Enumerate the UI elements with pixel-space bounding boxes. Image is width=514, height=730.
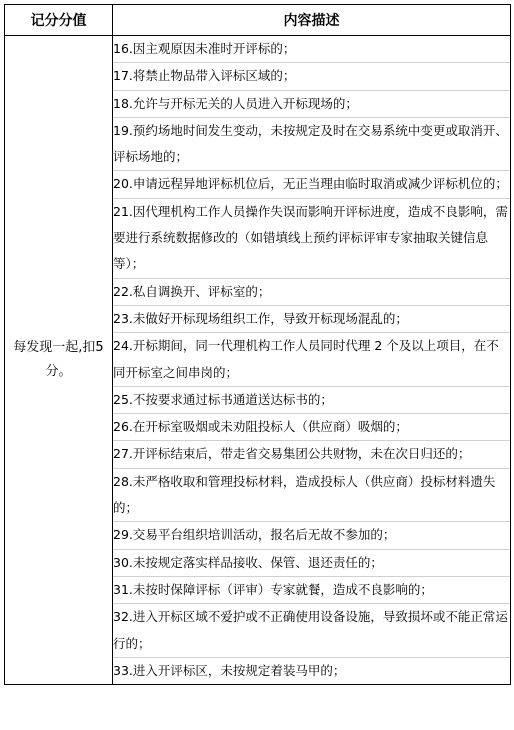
list-item: 21.因代理机构工作人员操作失误而影响开评标进度，造成不良影响，需要进行系统数据修改的（如错填线上预约评标评审专家抽取关键信息等）； [113,199,510,279]
score-cell: 每发现一起,扣5分。 [5,36,113,685]
list-item: 33.进入开评标区，未按规定着装马甲的； [113,662,346,678]
list-item: 16.因主观原因未准时开评标的； [113,36,510,63]
list-item: 19.预约场地时间发生变动，未按规定及时在交易系统中变更或取消开、评标场地的； [113,118,510,172]
scoring-table [4,4,511,685]
list-item: 24.开标期间，同一代理机构工作人员同时代理 2 个及以上项目，在不同开标室之间串岗的； [113,333,510,387]
list-item: 22.私自调换开、评标室的； [113,279,510,306]
list-item: 26.在开标室吸烟或未劝阻投标人（供应商）吸烟的； [113,414,510,441]
list-item: 27.开评标结束后，带走省交易集团公共财物，未在次日归还的； [113,441,510,468]
table-header-row [5,5,511,36]
table-row [5,36,511,685]
list-item: 30.未按规定落实样品接收、保管、退还责任的； [113,550,510,577]
violation-list [113,36,510,684]
description-column-header: 内容描述 [113,5,511,36]
list-item: 28.未严格收取和管理投标材料，造成投标人（供应商）投标材料遗失的； [113,469,510,523]
list-item: 20.申请远程异地评标机位后，无正当理由临时取消或减少评标机位的； [113,171,510,198]
list-item: 32.进入开标区域不爱护或不正确使用设备设施，导致损坏或不能正常运行的； [113,604,510,658]
list-item: 18.允许与开标无关的人员进入开标现场的； [113,91,510,118]
description-cell [113,36,511,685]
score-column-header: 记分分值 [5,5,113,36]
list-item: 25.不按要求通过标书通道送达标书的； [113,387,510,414]
list-item: 17.将禁止物品带入评标区域的； [113,63,510,90]
list-item: 29.交易平台组织培训活动，报名后无故不参加的； [113,522,510,549]
list-item: 23.未做好开标现场组织工作，导致开标现场混乱的； [113,306,510,333]
scoring-rules-sheet [4,4,511,726]
list-item: 31.未按时保障评标（评审）专家就餐，造成不良影响的； [113,577,510,604]
